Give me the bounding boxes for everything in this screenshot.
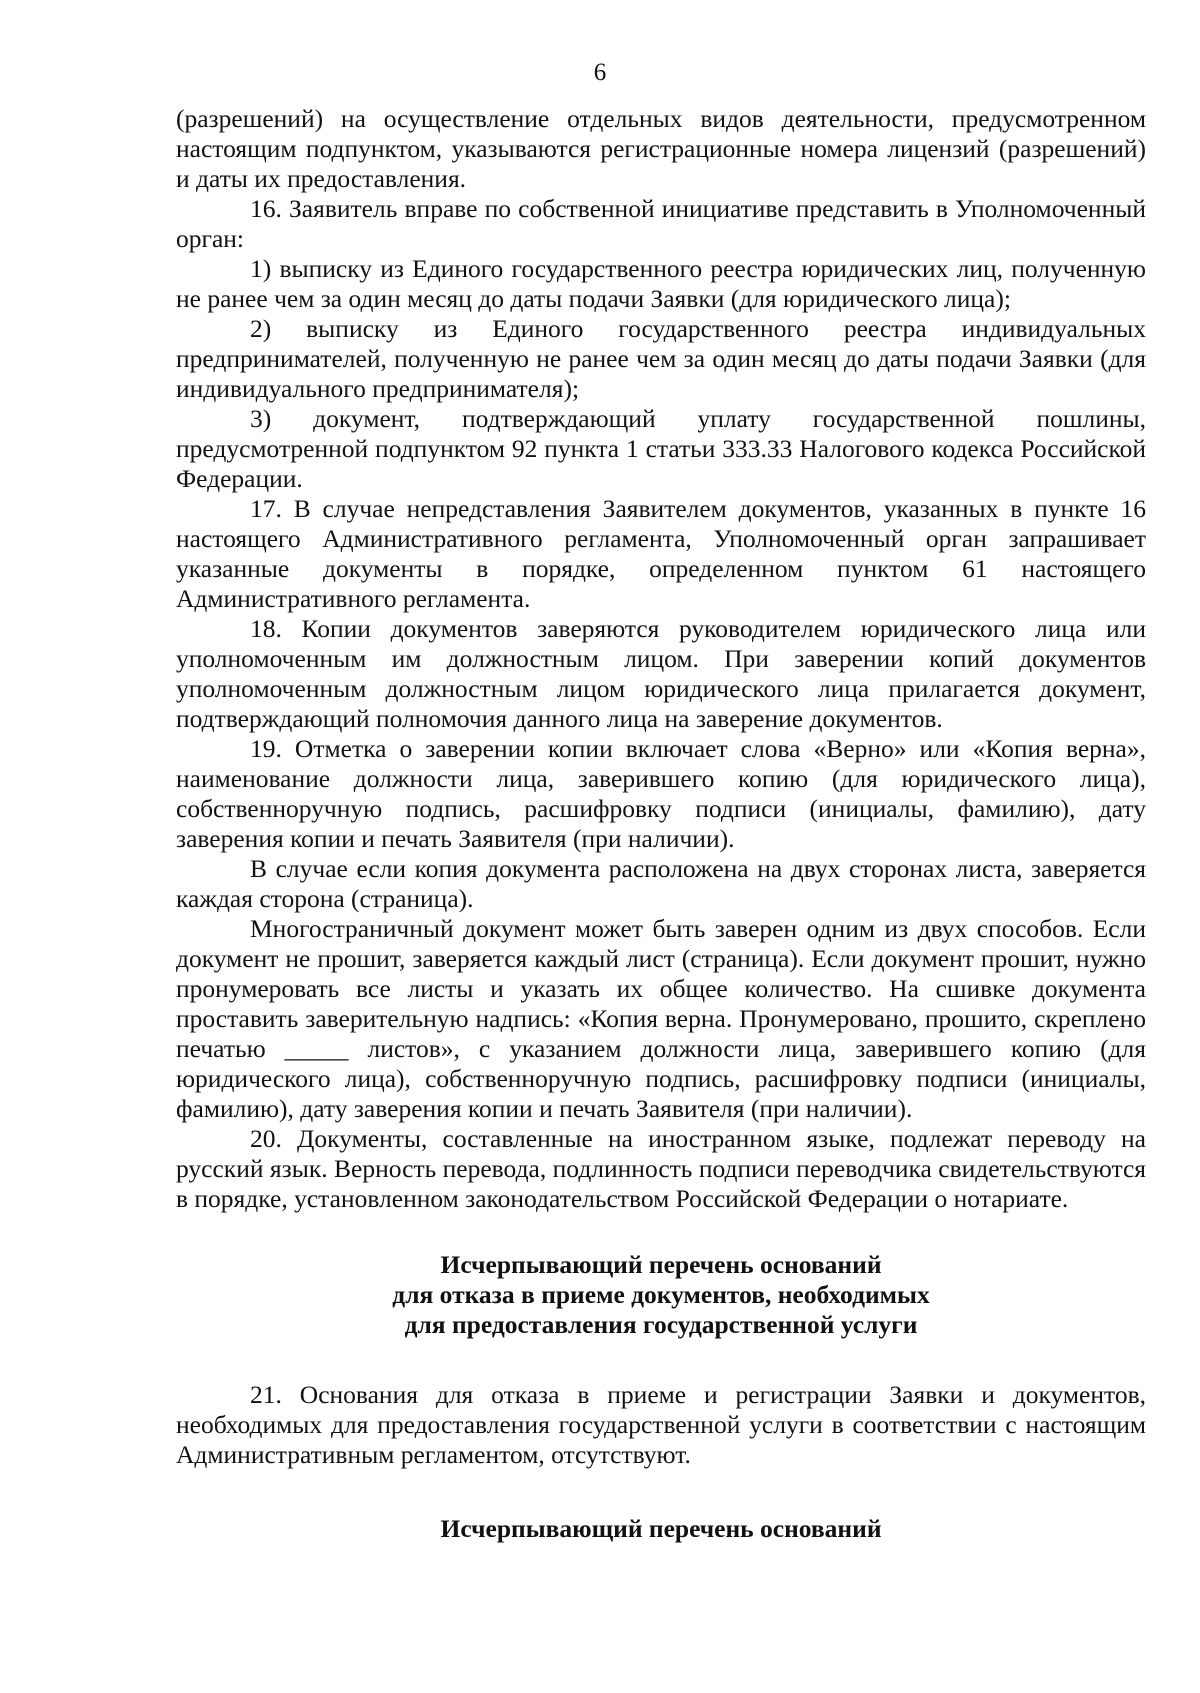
section-heading-line: для отказа в приеме документов, необходимых xyxy=(392,1280,930,1309)
section-heading-next xyxy=(176,1514,1146,1544)
document-body xyxy=(176,104,1146,1544)
paragraph-20: 20. Документы, составленные на иностранном языке, подлежат переводу на русский язык. Верность перевода, подлинность подписи переводчика свидетельствуются в порядке, установленном законодательством Российской Федерации о нотариате. xyxy=(176,1124,1146,1213)
paragraph-16-item-3: 3) документ, подтверждающий уплату государственной пошлины, предусмотренной подпунктом 92 пункта 1 статьи 333.33 Налогового кодекса Российской Федерации. xyxy=(176,404,1146,493)
paragraph-19: 19. Отметка о заверении копии включает слова «Верно» или «Копия верна», наименование должности лица, заверившего копию (для юридического лица), собственноручную подпись, расшифровку подписи (инициалы, фамилию), дату заверения копии и печать Заявителя (при наличии). xyxy=(176,734,1146,853)
section-heading-line: Исчерпывающий перечень оснований xyxy=(440,1514,882,1543)
page-number: 6 xyxy=(593,59,607,86)
section-heading-refusal-grounds xyxy=(176,1250,1146,1340)
paragraph-16-item-1: 1) выписку из Единого государственного реестра юридических лиц, полученную не ранее чем за один месяц до даты подачи Заявки (для юридического лица); xyxy=(176,254,1146,313)
paragraph-continuation: (разрешений) на осуществление отдельных видов деятельности, предусмотренном настоящим подпунктом, указываются регистрационные номера лицензий (разрешений) и даты их предоставления. xyxy=(176,104,1146,193)
section-heading-line: для предоставления государственной услуги xyxy=(404,1310,918,1339)
paragraph-16: 16. Заявитель вправе по собственной инициативе представить в Уполномоченный орган: xyxy=(176,194,1146,253)
paragraph-19-two-sides: В случае если копия документа расположена на двух сторонах листа, заверяется каждая сторона (страница). xyxy=(176,854,1146,913)
paragraph-18: 18. Копии документов заверяются руководителем юридического лица или уполномоченным им должностным лицом. При заверении копий документов уполномоченным должностным лицом юридического лица прилагается документ, подтверждающий полномочия данного лица на заверение документов. xyxy=(176,614,1146,733)
paragraph-16-item-2: 2) выписку из Единого государственного реестра индивидуальных предпринимателей, полученную не ранее чем за один месяц до даты подачи Заявки (для индивидуального предпринимателя); xyxy=(176,314,1146,403)
paragraph-19-multipage: Многостраничный документ может быть заверен одним из двух способов. Если документ не прошит, заверяется каждый лист (страница). Если документ прошит, нужно пронумеровать все листы и указать их общее количество. На сшивке документа проставить заверительную надпись: «Копия верна. Пронумеровано, прошито, скреплено печатью _____ листов», с указанием должности лица, заверившего копию (для юридического лица), собственноручную подпись, расшифровку подписи (инициалы, фамилию), дату заверения копии и печать Заявителя (при наличии). xyxy=(176,914,1146,1123)
section-heading-line: Исчерпывающий перечень оснований xyxy=(440,1250,882,1279)
paragraph-17: 17. В случае непредставления Заявителем документов, указанных в пункте 16 настоящего Административного регламента, Уполномоченный орган запрашивает указанные документы в порядке, определенном пунктом 61 настоящего Административного регламента. xyxy=(176,494,1146,613)
paragraph-21: 21. Основания для отказа в приеме и регистрации Заявки и документов, необходимых для предоставления государственной услуги в соответствии с настоящим Административным регламентом, отсутствуют. xyxy=(176,1380,1146,1469)
